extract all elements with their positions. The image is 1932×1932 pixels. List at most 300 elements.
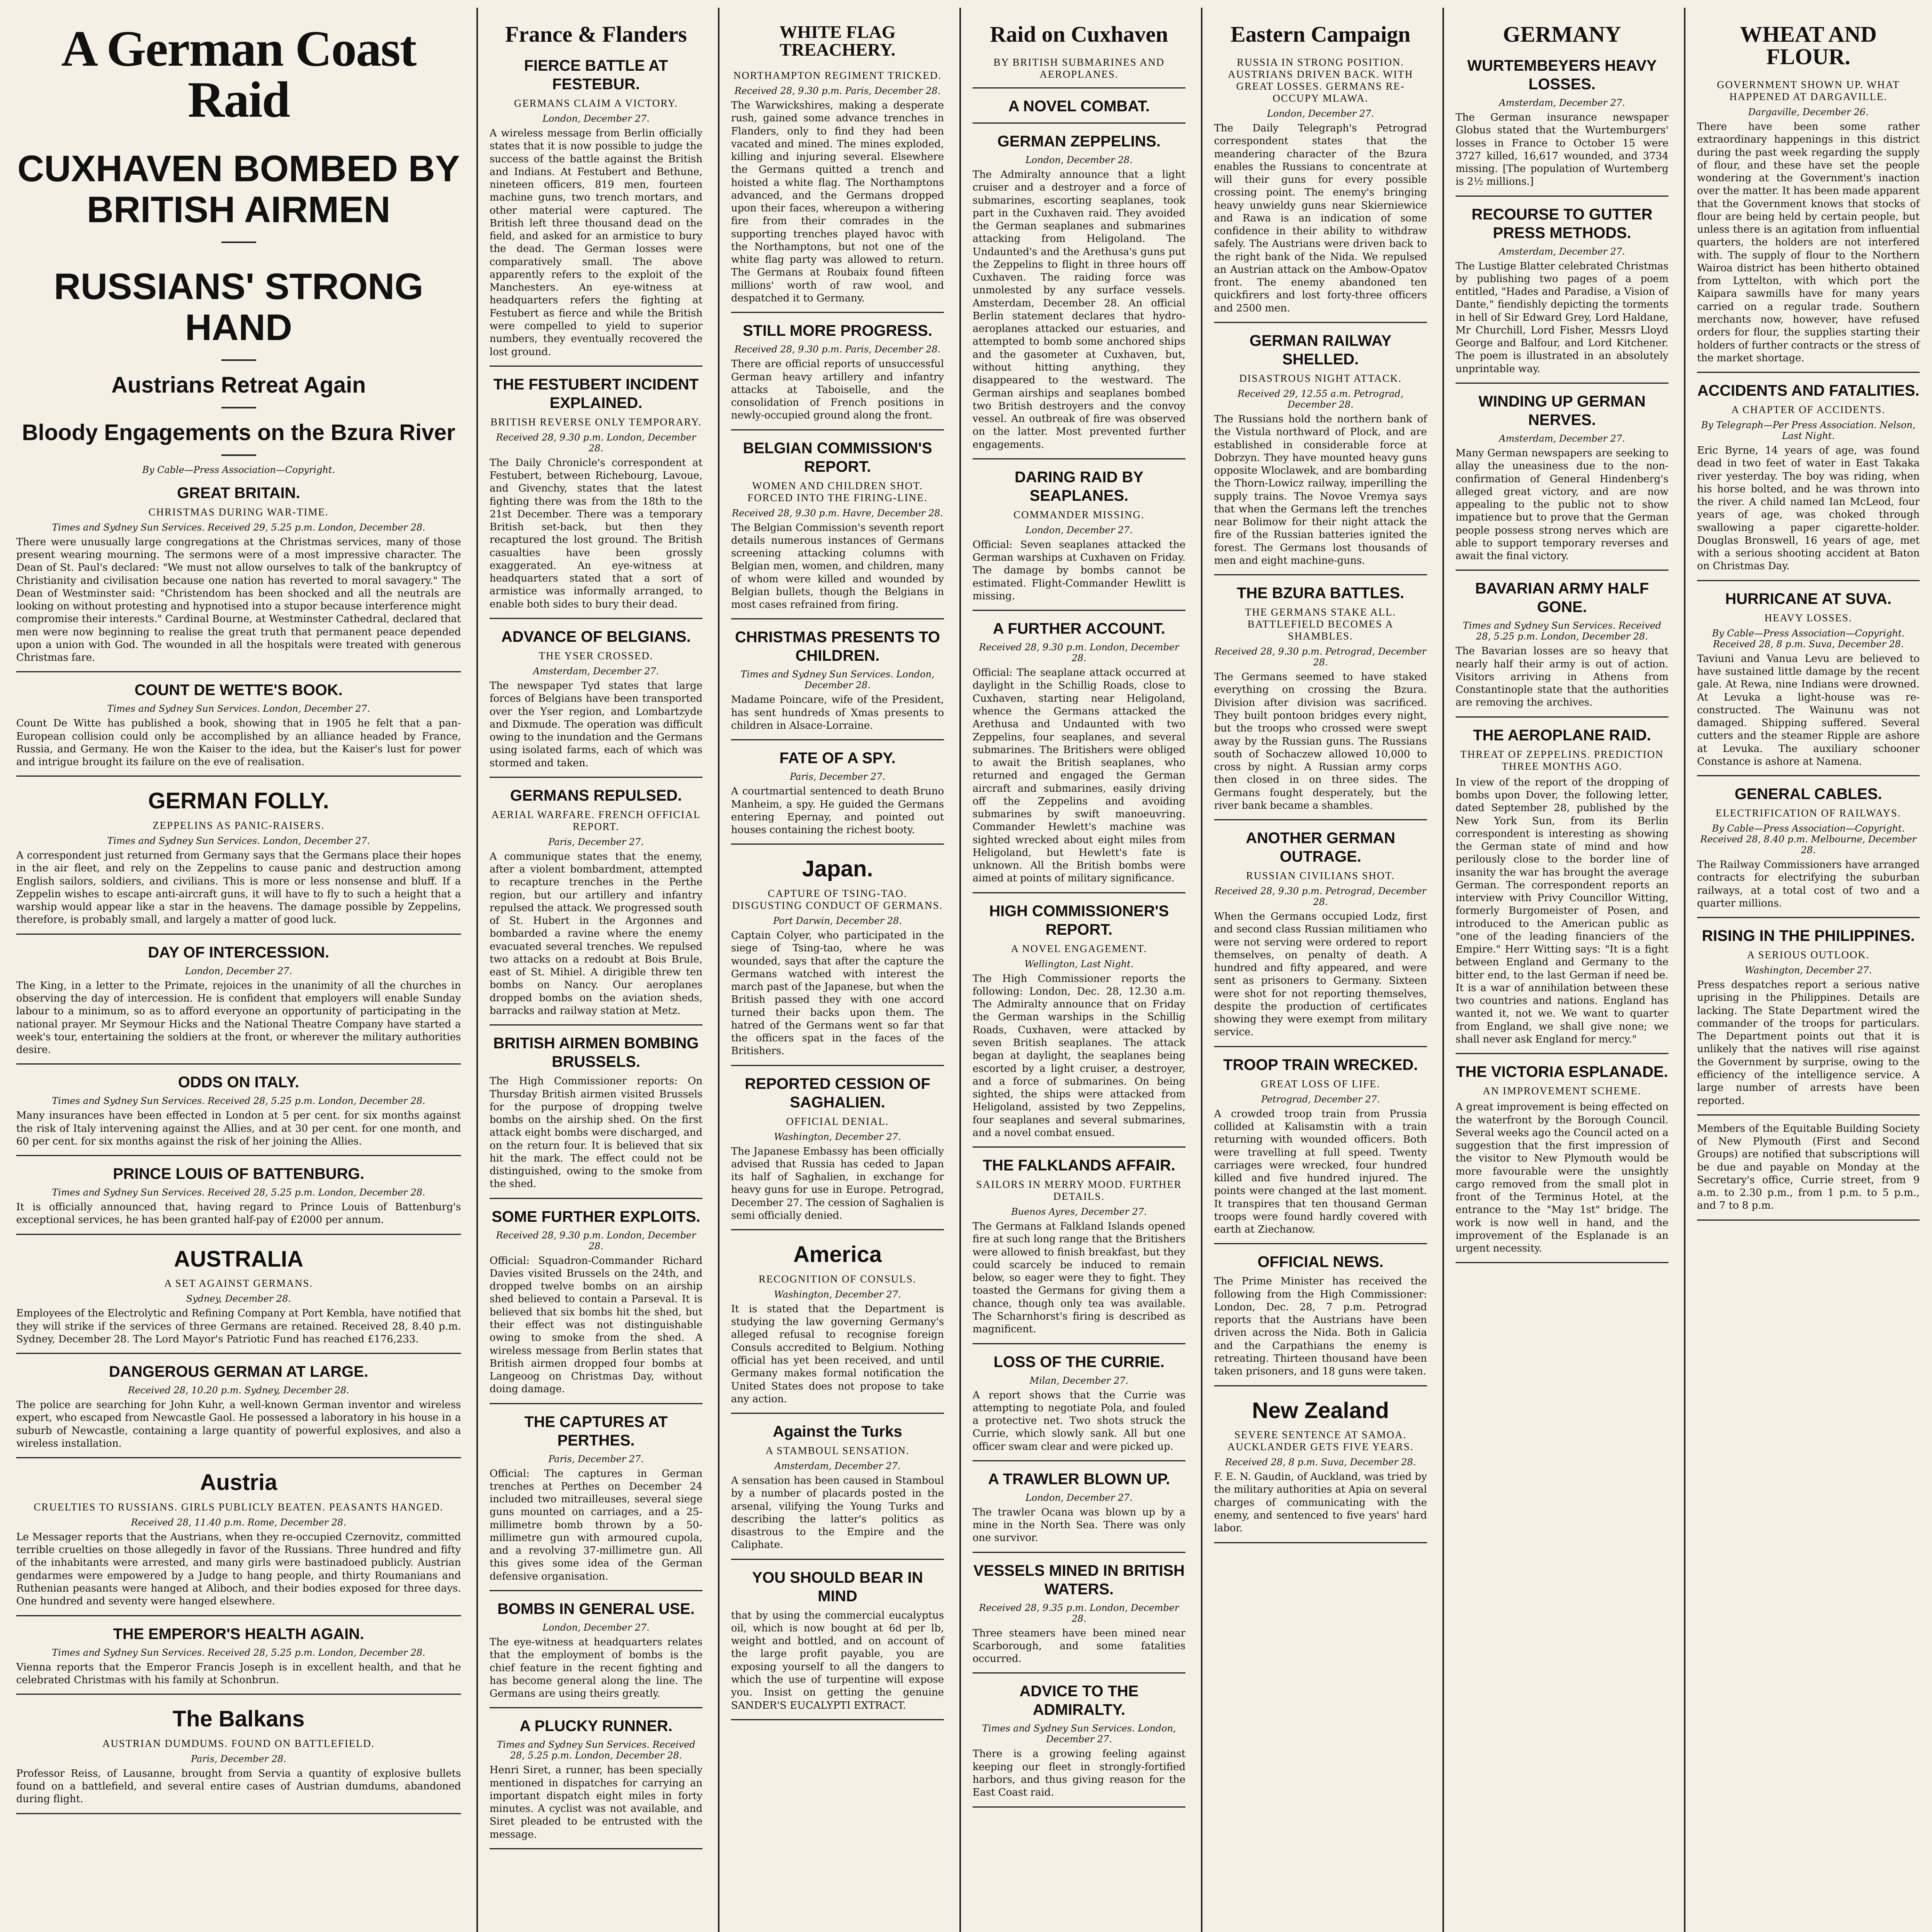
article-subheading: NORTHAMPTON REGIMENT TRICKED. xyxy=(733,70,942,81)
article-body: There were unusually large congregations at the Christmas services, many of those present wearing mourning. The sermons were of a most impressive character. The Dean of St. Paul's declared: "We must not allow ourselves to talk of the bankruptcy of Christianity and civilisation because one nation has reverted to moral savagery." The Dean of Westminster said: "Christendom has been shocked and all the neutrals are looking on without protesting and hypnotised into a stupor because interference might compromise their interests." Cardinal Bourne, at Westminster Cathedral, declared that men were now beginning to realise the great truth that permanent peace depended upon a union with God. The wounded in all the hospitals were treated with generous Christmas fare. xyxy=(16,536,461,664)
column-1 xyxy=(8,8,469,1932)
article-body: The High Commissioner reports: On Thursday British airmen visited Brussels for the purpose of dropping twelve bombs on the airship shed. On the first attack eight bombs were discharged, and on the return four. It is believed that six hit the mark. The effect could not be distinguished, owing to the smoke from the shed. xyxy=(490,1075,702,1190)
article-body: Taviuni and Vanua Levu are believed to have sustained little damage by the recent gale. At Rewa, nine Indians were drowned. At Levuka a light-house was re-constructed. The Wainunu was not damaged. Shipping suffered. Several cutters and the steamer Ripple are ashore at Levuka. The auxiliary schooner Constance is ashore at Namena. xyxy=(1697,653,1920,767)
article-subheading: ZEPPELINS AS PANIC-RAISERS. xyxy=(152,820,325,832)
article xyxy=(973,97,1185,124)
article-heading: THE FALKLANDS AFFAIR. xyxy=(983,1157,1175,1174)
article-body: It is officially announced that, having regard to Prince Louis of Battenburg's exceptional services, he has been granted half-pay of £2000 per annum. xyxy=(16,1201,461,1226)
article-body: Members of the Equitable Building Society of New Plymouth (First and Second Groups) are notified that subscriptions will be due and payable on Monday at the Secretary's office, Currie street, from 9 a.m. to 2.30 p.m., from 1 p.m. to 5 p.m., and 7 to 8 p.m. xyxy=(1697,1122,1920,1212)
article-heading: GERMAN ZEPPELINS. xyxy=(997,133,1161,150)
article xyxy=(973,1353,1185,1461)
article xyxy=(1456,392,1668,571)
article-subheading: COMMANDER MISSING. xyxy=(1013,509,1145,520)
article xyxy=(490,1717,702,1849)
article-body: The Daily Telegraph's Petrograd correspondent states that the meandering character of the Bzura enables the Russians to concentrate at will their guns for every possible crossing point. The enemy's bringing heavy unwieldy guns near Skierniewice and Rawa is an indication of some confidence in their ability to withdraw safely. The Austrians were driven back to the right bank of the Nida. We repulsed an Austrian attack on the Ambow-Opatov front. The enemy abandoned ten quickfirers and lost forty-three officers and 2500 men. xyxy=(1214,122,1427,314)
article xyxy=(1214,1253,1427,1386)
article-body: A sensation has been caused in Stamboul by a number of placards posted in the arsenal, vilifying the Young Turks and describing the latter's politics as disastrous to the Empire and the Caliphate. xyxy=(731,1475,944,1551)
article-separator xyxy=(973,1672,1185,1673)
article xyxy=(490,1034,702,1199)
article-subheading: THREAT OF ZEPPELINS. PREDICTION THREE MONTHS AGO. xyxy=(1460,748,1664,772)
dateline: Times and Sydney Sun Services. Received 28, 5.25 p.m. London, December 28. xyxy=(52,1647,425,1658)
article-separator xyxy=(1697,1219,1920,1221)
article-separator xyxy=(1214,574,1427,575)
article-heading: WURTEMBEYERS HEAVY LOSSES. xyxy=(1467,57,1657,93)
article-heading: THE AEROPLANE RAID. xyxy=(1473,726,1651,744)
article-heading: REPORTED CESSION OF SAGHALIEN. xyxy=(745,1075,930,1111)
article-separator xyxy=(1214,1046,1427,1047)
article xyxy=(16,1073,461,1156)
article-separator xyxy=(490,1024,702,1026)
article xyxy=(16,1706,461,1814)
column-masthead: GERMANY xyxy=(1503,22,1621,47)
article-subheading: ELECTRIFICATION OF RAILWAYS. xyxy=(1716,807,1901,819)
article-body: Employees of the Electrolytic and Refining Company at Port Kembla, have notified that they will strike if the services of three Germans are retained. Received 28, 8.40 p.m. Sydney, December 28. The Lord Mayor's Patriotic Fund has reached £176,233. xyxy=(16,1308,461,1345)
article-body: Many German newspapers are seeking to allay the uneasiness due to the non-confirmation of General Hindenberg's alleged great victory, and are now appealing to the public not to show impatience but to prove that the German people possess strong nerves which are able to support temporary reverses and await the final victory. xyxy=(1456,447,1668,562)
article-separator xyxy=(973,892,1185,893)
article xyxy=(973,56,1185,88)
dateline: London, December 27. xyxy=(542,1622,650,1633)
article xyxy=(490,786,702,1026)
article-body: A wireless message from Berlin officially states that it is now possible to judge the success of the battle against the British and Indians. At Festubert and Bethune, nineteen officers, 819 men, fourteen machine guns, two trench mortars, and other material were captured. The British left three thousand dead on the field, and asked for an armistice to bury the dead. The German losses were comparatively small. The above apparently refers to the exploit of the Manchesters. An eye-witness at headquarters refers the fighting at Festubert as fierce and while the British were compelled to yield to superior numbers, they eventually recovered the lost ground. xyxy=(490,128,702,358)
article-body: The High Commissioner reports the following: London, Dec. 28, 12.30 a.m. The Admiralty announce that on Friday the German warships in the Schillig Roads, Cuxhaven, were attacked by seven British seaplanes. The attack began at daylight, the seaplanes being escorted by a light cruiser, a destroyer, and a force of submarines. On being sighted, the ships were attacked from Heligoland, assisted by two Zeppelins, four seaplanes and several submarines, and a novel combat ensued. xyxy=(973,973,1185,1139)
article-body: The police are searching for John Kuhr, a well-known German inventor and wireless expert, who escaped from Newcastle Gaol. He possessed a laboratory in his house in a suburb of Newcastle, containing a large quantity of powerful explosives, and also a wireless installation. xyxy=(16,1399,461,1449)
dateline: By Cable—Press Association—Copyright. Received 28, 8 p.m. Suva, December 28. xyxy=(1712,628,1905,650)
article-separator xyxy=(16,1155,461,1156)
article-heading: LOSS OF THE CURRIE. xyxy=(993,1353,1165,1371)
article-body: There are official reports of unsuccessful German heavy artillery and infantry attacks at Taboiselle, and the consolidation of French positions in newly-occupied ground along the front. xyxy=(731,358,944,422)
article-body: Press despatches report a serious native uprising in the Philippines. Details are lacking. The State Department wired the commander of the troops for particulars. The Department points out that it is unlikely that the natives will rise against the Government by surprise, owing to the efficiency of the intelligence service. A large number of arrests have been reported. xyxy=(1697,979,1920,1107)
article-heading: STILL MORE PROGRESS. xyxy=(743,322,932,340)
article-body: Eric Byrne, 14 years of age, was found dead in two feet of water in East Takaka river yesterday. The boy was riding, when his horse bolted, and he was thrown into the river. A child named Ian McLeod, four years of age, was choked through swallowing a paper cigarette-holder. Douglas Bronswell, 16 years of age, met with a serious shooting accident at Baton on Christmas Day. xyxy=(1697,445,1920,572)
column-masthead: WHITE FLAG TREACHERY. xyxy=(779,22,896,60)
column-masthead: Eastern Campaign xyxy=(1230,22,1411,47)
article-separator xyxy=(16,776,461,777)
dateline: London, December 27. xyxy=(1025,524,1133,536)
dateline: London, December 28. xyxy=(1025,155,1133,165)
article-subheading: A CHAPTER OF ACCIDENTS. xyxy=(1731,404,1886,416)
article xyxy=(16,1247,461,1354)
article-separator xyxy=(731,312,944,313)
article-separator xyxy=(16,934,461,935)
article-separator xyxy=(973,458,1185,459)
dateline: Paris, December 27. xyxy=(548,836,644,847)
article-body: The Warwickshires, making a desperate rush, gained some advance trenches in Flanders, only to find they had been vacated and mined. The mines exploded, killing and injuring several. Elsewhere the Germans quitted a trench and hoisted a white flag. The Northamptons advanced, and the Germans dropped upon their faces, whereupon a withering fire from their comrades in the supporting trenches played havoc with the Northamptons, but not one of the white flag party was allowed to return. The Germans at Roubaix found fifteen millions' worth of raw wool, and despatched it to Germany. xyxy=(731,100,944,304)
article-body: Official: The seaplane attack occurred at daylight in the Schillig Roads, close to Cuxhaven, starting near Heligoland, whence the Germans attacked the Arethusa and Undaunted with two Zeppelins, four seaplanes, and several submarines. The Britishers were obliged to await the British seaplanes, who returned and engaged the German aircraft and submarines, easily driving off the Zeppelins and avoiding submarines by swift manoeuvring. Commander Hewlett's machine was sighted wrecked about eight miles from Heligoland, but Hewlett's fate is unknown. All the British bombs were aimed at points of military significance. xyxy=(973,667,1185,884)
article xyxy=(16,1362,461,1458)
article-separator xyxy=(1697,775,1920,776)
article-heading: PRINCE LOUIS OF BATTENBURG. xyxy=(113,1165,364,1183)
article-separator xyxy=(490,1848,702,1849)
article-separator xyxy=(16,1813,461,1814)
article-heading: COUNT DE WETTE'S BOOK. xyxy=(134,682,343,699)
column-masthead: Raid on Cuxhaven xyxy=(990,22,1168,47)
article-separator xyxy=(731,1229,944,1230)
article-heading: New Zealand xyxy=(1252,1398,1389,1423)
article-heading: THE BZURA BATTLES. xyxy=(1236,585,1405,602)
article-body: Le Messager reports that the Austrians, when they re-occupied Czernovitz, committed terrible cruelties on those allegedly in favor of the Russians. Three hundred and fifty of the inhabitants were arrested, and many girls were bastinadoed publicly. Austrian gendarmes were empowered by a Judge to hang people, and thirty Roumanians and Ruthenian peasants were hanged at Aliboch, and their bodies exposed for three days. One hundred and seventy were hanged elsewhere. xyxy=(16,1531,461,1607)
article-separator xyxy=(1214,1243,1427,1244)
dateline: Amsterdam, December 27. xyxy=(1499,246,1625,257)
headline: Bloody Engagements on the Bzura River xyxy=(22,420,456,446)
column-masthead: France & Flanders xyxy=(505,22,687,47)
dateline: Amsterdam, December 27. xyxy=(1499,97,1625,108)
article xyxy=(1214,829,1427,1047)
article xyxy=(973,1561,1185,1674)
article-heading: GERMAN FOLLY. xyxy=(148,788,329,814)
article-body: Madame Poincare, wife of the President, has sent hundreds of Xmas presents to children in Alsace-Lorraine. xyxy=(731,694,944,731)
column-masthead: WHEAT AND FLOUR. xyxy=(1740,22,1877,69)
article-heading: THE VICTORIA ESPLANADE. xyxy=(1456,1063,1668,1081)
article-body: A courtmartial sentenced to death Bruno Manheim, a spy. He guided the Germans entering Epernay, and pointed out houses containing the richest booty. xyxy=(731,786,944,836)
article-body: The eye-witness at headquarters relates that the employment of bombs is the chief feature in the recent fighting and has become general along the line. The Germans are using theirs greatly. xyxy=(490,1636,702,1700)
article-subheading: A NOVEL ENGAGEMENT. xyxy=(1011,942,1147,954)
column-2 xyxy=(481,8,711,1932)
dateline: Amsterdam, December 27. xyxy=(1499,433,1625,444)
article-heading: GREAT BRITAIN. xyxy=(177,484,300,502)
article-heading: VESSELS MINED IN BRITISH WATERS. xyxy=(973,1562,1185,1598)
dateline: Received 28, 9.30 p.m. Petrograd, December 28. xyxy=(1214,646,1427,668)
article xyxy=(1214,332,1427,575)
article-subheading: BRITISH REVERSE ONLY TEMPORARY. xyxy=(490,416,702,428)
article xyxy=(973,1682,1185,1807)
article-separator xyxy=(731,844,944,845)
dateline: Received 28, 9.30 p.m. Havre, December 28. xyxy=(732,507,943,519)
article xyxy=(973,902,1185,1148)
column-5 xyxy=(1206,8,1435,1932)
dateline: Times and Sydney Sun Services. Received 29, 5.25 p.m. London, December 28. xyxy=(52,522,425,533)
article-separator xyxy=(16,1353,461,1354)
article xyxy=(16,943,461,1065)
dateline: Wellington, Last Night. xyxy=(1024,958,1134,969)
article-separator xyxy=(16,1615,461,1616)
article-separator xyxy=(973,1146,1185,1148)
article xyxy=(731,439,944,620)
dateline: Received 28, 9.30 p.m. London, December 28. xyxy=(496,1230,696,1252)
article xyxy=(973,1470,1185,1553)
article-heading: THE EMPEROR'S HEALTH AGAIN. xyxy=(113,1625,364,1643)
article xyxy=(731,70,944,313)
article-separator xyxy=(1456,383,1668,384)
article-body: Official: Squadron-Commander Richard Davies visited Brussels on the 24th, and dropped twelve bombs on an airship shed believed to contain a Parseval. It is believed that six bombs hit the shed, but their effect was not distinguishable owing to smoke from the shed. A wireless message from Berlin states that British airmen dropped four bombs at Langeoog on Christmas Day, without doing damage. xyxy=(490,1255,702,1395)
article-subheading: OFFICIAL DENIAL. xyxy=(786,1115,889,1127)
article-heading: SOME FURTHER EXPLOITS. xyxy=(492,1208,701,1225)
article-body: A report shows that the Currie was attempting to negotiate Pola, and fouled a protective net. Two shots struck the Currie, which slowly sank. All but one officer swam clear and were picked up. xyxy=(973,1389,1185,1452)
article xyxy=(731,321,944,430)
article-subheading: A STAMBOUL SENSATION. xyxy=(765,1445,910,1457)
article-separator xyxy=(490,1590,702,1591)
article-heading: BAVARIAN ARMY HALF GONE. xyxy=(1475,580,1649,616)
dateline: Received 29, 12.55 a.m. Petrograd, December 28. xyxy=(1237,388,1404,410)
article-heading: A NOVEL COMBAT. xyxy=(1008,98,1150,115)
article-heading: WINDING UP GERMAN NERVES. xyxy=(1478,393,1646,429)
article-heading: America xyxy=(793,1242,882,1267)
article-subheading: THE YSER CROSSED. xyxy=(539,650,653,662)
article-heading: BRITISH AIRMEN BOMBING BRUSSELS. xyxy=(493,1035,699,1071)
column-6 xyxy=(1447,8,1677,1932)
article-separator xyxy=(973,122,1185,124)
column-4 xyxy=(964,8,1194,1932)
article-subheading: RUSSIAN CIVILIANS SHOT. xyxy=(1246,870,1395,882)
dateline: Times and Sydney Sun Services. London, December 27. xyxy=(107,835,370,847)
article-heading: BELGIAN COMMISSION'S REPORT. xyxy=(743,439,932,475)
article-body: It is stated that the Department is studying the law governing Germany's alleged refusal to recognise foreign Consuls accredited to Belgium. Nothing official has yet been received, and until Germany makes formal notification the United States does not propose to take any action. xyxy=(731,1303,944,1405)
article xyxy=(1456,726,1668,1054)
article-separator xyxy=(731,1719,944,1720)
article-heading: TROOP TRAIN WRECKED. xyxy=(1223,1056,1418,1073)
article-heading: HURRICANE AT SUVA. xyxy=(1725,590,1892,607)
column-3 xyxy=(723,8,952,1932)
article-separator xyxy=(731,739,944,740)
article-heading: Austria xyxy=(200,1470,277,1495)
dateline: Received 28, 9.30 p.m. Paris, December 28. xyxy=(734,344,940,355)
article-body: Official: Seven seaplanes attacked the German warships at Cuxhaven on Friday. The damage by bombs cannot be estimated. Flight-Commander Hewlitt is missing. xyxy=(973,539,1185,602)
article-body: Professor Reiss, of Lausanne, brought from Servia a quantity of explosive bullets found on a battlefield, and several entire cases of Austrian dumdums, abandoned during flight. xyxy=(16,1767,461,1805)
article-body: When the Germans occupied Lodz, first and second class Russian militiamen who were not serving were ordered to report themselves, on penalty of death. A hundred and fifty appeared, and were sent as prisoners to Germany. Sixteen were shot for not reporting themselves, despite the production of certificates showing they were exempt from military service. xyxy=(1214,911,1427,1038)
article-separator xyxy=(731,1413,944,1414)
article xyxy=(1214,584,1427,820)
article-separator xyxy=(16,1063,461,1065)
article xyxy=(731,628,944,740)
article xyxy=(731,1075,944,1231)
dateline: Times and Sydney Sun Services. London, December 27. xyxy=(107,703,370,714)
article-heading: GENERAL CABLES. xyxy=(1735,786,1882,803)
column-rule xyxy=(1442,8,1444,1932)
article-separator xyxy=(1456,716,1668,718)
article xyxy=(973,132,1185,459)
dateline: Port Darwin, December 28. xyxy=(773,915,902,926)
dateline: Milan, December 27. xyxy=(1029,1375,1129,1386)
article-body: Many insurances have been effected in London at 5 per cent. for six months against the risk of Italy intervening against the Allies, and at 30 per cent. for one month, and 60 per cent. for six months against the risk of her joining the Allies. xyxy=(16,1110,461,1147)
rule-dash xyxy=(221,407,256,408)
article-heading: ODDS ON ITALY. xyxy=(178,1074,299,1091)
article-separator xyxy=(973,610,1185,611)
article xyxy=(16,1625,461,1695)
article-body: In view of the report of the dropping of bombs upon Dover, the following letter, dated September 28, published by the New York Sun, from its Berlin correspondent is interesting as showing the German state of mind and how perilously close to the border line of insanity the war has brought the average German. The correspondent reports an interview with Privy Councillor Witting, formerly Burgomeister of Posen, and introduced to the American public as "one of the leading financiers of the Empire." Herr Witting says: "It is a fight between England and Germany to the bitter end, to the last German if need be. It is a war of annihilation between these two countries and nations. England has wanted it, not we. We want to quarter from England, we shall give none; we shall never ask England for mercy." xyxy=(1456,776,1668,1046)
article-heading: RECOURSE TO GUTTER PRESS METHODS. xyxy=(1471,206,1653,242)
article-body: The Daily Chronicle's correspondent at Festubert, between Richebourg, Lavoue, and Givenchy, states that the latest fighting there was from the 18th to the 21st December. There was a temporary British set-back, but then they recaptured the lost ground. The British casualties have been grossly exaggerated. An eye-witness at headquarters stated that a sort of armistice was informally arranged, to enable both sides to bury their dead. xyxy=(490,457,702,610)
article-heading: DARING RAID BY SEAPLANES. xyxy=(1014,468,1144,504)
article-heading: FATE OF A SPY. xyxy=(779,750,896,767)
dateline: Washington, December 27. xyxy=(774,1131,901,1142)
article-body: The trawler Ocana was blown up by a mine in the North Sea. There was only one survivor. xyxy=(973,1506,1185,1544)
article-subheading: DISASTROUS NIGHT ATTACK. xyxy=(1239,372,1402,384)
article xyxy=(731,1422,944,1560)
article-heading: THE CAPTURES AT PERTHES. xyxy=(524,1413,668,1449)
dateline: Paris, December 28. xyxy=(191,1753,286,1764)
dateline: London, December 27. xyxy=(1025,1492,1133,1503)
dateline: Paris, December 27. xyxy=(548,1453,644,1464)
article-separator xyxy=(1697,1114,1920,1116)
article-subheading: THE GERMANS STAKE ALL. BATTLEFIELD BECOMES A SHAMBLES. xyxy=(1245,606,1396,642)
article-body: The German insurance newspaper Globus stated that the Wurtemburgers' losses in France to October 15 were 3727 killed, 16,617 wounded, and 3734 missing. [The population of Wurtemberg is 2½ millions.] xyxy=(1456,112,1668,188)
dateline: Buenos Ayres, December 27. xyxy=(1011,1206,1147,1218)
rule-dash xyxy=(221,242,256,243)
article-separator xyxy=(1456,196,1668,197)
article-body: The Admiralty announce that a light cruiser and a destroyer and a force of submarines, escorting seaplanes, took part in the Cuxhaven raid. They avoided the German seaplanes and submarines attacking from Heligoland. The Undaunted's and the Arethusa's guns put the Zeppelins to flight in three hours off Cuxhaven. The raiding force was unmolested by any surface vessels. Amsterdam, December 28. An official Berlin statement declares that hydro-aeroplanes attacked our estuaries, and attempted to bomb some anchored ships and the gasometer at Cuxhaven, but, without hitting anything, they disappeared to the westward. The German airships and seaplanes bombed two British destroyers and the convoy vessel. An outbreak of fire was observed on the latter. Most prevented further engagements. xyxy=(973,169,1185,451)
headline: Austrians Retreat Again xyxy=(111,372,366,398)
article-heading: THE FESTUBERT INCIDENT EXPLAINED. xyxy=(493,376,699,412)
article xyxy=(1456,56,1668,197)
article-heading: DANGEROUS GERMAN AT LARGE. xyxy=(109,1363,369,1381)
article xyxy=(490,1208,702,1404)
article-body: The Belgian Commission's seventh report details numerous instances of Germans screening attacking columns with Belgian men, women, and children, many of whom were killed and wounded by Belgian bullets, though the Belgians in most cases refrained from firing. xyxy=(731,522,944,611)
article-separator xyxy=(973,1343,1185,1344)
article-body: A crowded troop train from Prussia collided at Kalisamstin with a train returning with wounded officers. Both were travelling at full speed. Twenty carriages were wrecked, four hundred killed and five hundred injured. The points were changed at the last moment. It transpires that ten thousand German troops were found hardly covered with earth at Ziechanow. xyxy=(1214,1108,1427,1236)
dateline: Amsterdam, December 27. xyxy=(774,1461,901,1472)
article xyxy=(1456,579,1668,717)
article-separator xyxy=(16,1694,461,1695)
article xyxy=(16,681,461,777)
article xyxy=(1697,785,1920,918)
article-body: A correspondent just returned from Germany says that the Germans place their hopes in the air fleet, and rely on the Zeppelins to cause panic and destruction among English sailors, soldiers, and civilians. This is more or less nonsense and bluff. If a Zeppelin wishes to escape anti-aircraft guns, it will have to fly to such a height that a warship would appear like a star in the heavens. The damage possible by Zeppelins, therefore, is probably small, and largely a matter of good luck. xyxy=(16,850,461,926)
article-subheading: BY BRITISH SUBMARINES AND AEROPLANES. xyxy=(993,56,1165,80)
article-subheading: AERIAL WARFARE. FRENCH OFFICIAL REPORT. xyxy=(491,808,701,832)
article-separator xyxy=(973,87,1185,88)
article-separator xyxy=(16,1234,461,1235)
article-body: The Germans at Falkland Islands opened fire at such long range that the Britishers were allowed to finish breakfast, but they could scarcely be induced to remain below, so eager were they to fight. They toasted the Germans for giving them a chance, though only tea was available. The Scharnhorst's firing is described as magnificent. xyxy=(973,1221,1185,1335)
article xyxy=(16,1165,461,1235)
article-separator xyxy=(731,618,944,619)
article xyxy=(1214,1398,1427,1543)
article-heading: The Balkans xyxy=(172,1706,305,1732)
article-body: Official: The captures in German trenches at Perthes on December 24 included two mitrailleuses, several siege guns mounted on carriages, and a 25-millimetre bomb thrown by a 50-millimetre gun with armoured cupola, and a revolving 37-millimetre gun. All this gives some idea of the German defensive organisation. xyxy=(490,1468,702,1582)
article-subheading: GERMANS CLAIM A VICTORY. xyxy=(514,97,678,109)
article-body: The Russians hold the northern bank of the Vistula northward of Plock, and are established in considerable force at Dobrzyn. They have mounted heavy guns opposite Wloclawek, and are bombarding the Thorn-Lowicz railway, imperilling the supply trains. The Novoe Vremya says that when the Germans left the trenches near Bolimow for their night attack the fire of the Russian batteries ignited the forest. The Germans lost thousands of men and eight machine-guns. xyxy=(1214,413,1427,566)
dateline: Washington, December 27. xyxy=(1745,965,1872,976)
article-subheading: AUSTRIAN DUMDUMS. FOUND ON BATTLEFIELD. xyxy=(102,1737,375,1749)
article-separator xyxy=(1214,819,1427,820)
article xyxy=(731,856,944,1066)
article xyxy=(973,1156,1185,1344)
dateline: Times and Sydney Sun Services. Received 28, 5.25 p.m. London, December 28. xyxy=(1463,620,1662,642)
dateline: Received 28, 9.30 p.m. Petrograd, December 28. xyxy=(1214,886,1427,908)
article-separator xyxy=(490,1707,702,1708)
article-subheading: AN IMPROVEMENT SCHEME. xyxy=(1483,1085,1641,1097)
article-body: There have been some rather extraordinary happenings in this district during the past week regarding the supply of flour, and these have set the people wondering at the Government's inaction over the matter. It has been made apparent that the Government knows that stocks of flour are being held by certain people, but unless there is an agitation from influential quarters, the holders are not interfered with. The supply of flour to the Northern Wairoa district has been hitherto obtained from Lyttelton, with which port the Kaipara sawmills have for many years carried on a regular trade. Southern merchants now, however, have refused orders for flour, the supplies starting their holders of further contracts or the stress of the market shortage. xyxy=(1697,121,1920,364)
dateline: Amsterdam, December 27. xyxy=(533,665,659,677)
article-heading: FIERCE BATTLE AT FESTEBUR. xyxy=(524,57,668,93)
article xyxy=(973,619,1185,893)
article-separator xyxy=(973,1806,1185,1808)
dateline: London, December 27. xyxy=(185,965,293,976)
dateline: Received 28, 10.20 p.m. Sydney, December 28. xyxy=(128,1385,349,1396)
article-subheading: WOMEN AND CHILDREN SHOT. FORCED INTO THE FIRING-LINE. xyxy=(747,480,928,503)
column-masthead: A German Coast Raid xyxy=(61,20,416,128)
dateline: By Cable—Press Association—Copyright. Received 28, 8.40 p.m. Melbourne, December 28. xyxy=(1700,823,1917,856)
article xyxy=(1456,1063,1668,1263)
column-rule xyxy=(959,8,961,1932)
article-heading: AUSTRALIA xyxy=(173,1246,304,1272)
dateline: Times and Sydney Sun Services. London, December 27. xyxy=(982,1723,1176,1745)
article-body: Henri Siret, a runner, has been specially mentioned in dispatches for carrying an important dispatch eight miles in forty minutes. A cyclist was not available, and Siret pleaded to be entrusted with the message. xyxy=(490,1764,702,1840)
article-separator xyxy=(1214,322,1427,323)
article-subheading: SEVERE SENTENCE AT SAMOA. AUCKLANDER GETS FIVE YEARS. xyxy=(1227,1429,1414,1453)
article-subheading: GREAT LOSS OF LIFE. xyxy=(1260,1078,1381,1090)
article-separator xyxy=(1214,1385,1427,1386)
column-rule xyxy=(1684,8,1685,1932)
article-body: A communique states that the enemy, after a violent bombardment, attempted to recapture trenches in the Perthe region, but our artillery and infantry repulsed the attack. We progressed south of St. Hubert in the Argonnes and bombarded a ravine where the enemy evacuated several trenches. We repulsed two attacks on a redoubt at Bois Brule, east of St. Mihiel. A dirigible threw ten bombs on Nancy. Our aeroplanes dropped bombs on the aviation sheds, barracks and railway station at Metz. xyxy=(490,850,702,1017)
article xyxy=(1697,381,1920,581)
article xyxy=(490,375,702,619)
headline: CUXHAVEN BOMBED BY BRITISH AIRMEN xyxy=(17,148,460,230)
article-heading: ANOTHER GERMAN OUTRAGE. xyxy=(1246,830,1395,866)
article-body: Count De Witte has published a book, showing that in 1905 he felt that a pan-European collision could only be accomplished by an alliance headed by France, Russia, and Germany. He won the Kaiser to the idea, but the Kaiser's lust for power and intrigue brought its failure on the eve of realisation. xyxy=(16,718,461,768)
article-separator xyxy=(1697,372,1920,373)
article-subheading: SAILORS IN MERRY MOOD. FURTHER DETAILS. xyxy=(976,1179,1182,1202)
article-heading: YOU SHOULD BEAR IN MIND xyxy=(752,1569,923,1605)
article-heading: OFFICIAL NEWS. xyxy=(1257,1253,1384,1271)
article xyxy=(1697,927,1920,1116)
dateline: Times and Sydney Sun Services. Received 28, 5.25 p.m. London, December 28. xyxy=(52,1187,425,1198)
article-separator xyxy=(731,429,944,430)
article-separator xyxy=(490,777,702,778)
article-separator xyxy=(1456,570,1668,571)
dateline: Times and Sydney Sun Services. Received 28, 5.25 p.m. London, December 28. xyxy=(497,1739,696,1761)
article-separator xyxy=(973,1552,1185,1553)
article xyxy=(1697,1122,1920,1221)
article xyxy=(1697,79,1920,373)
article xyxy=(1214,56,1427,323)
dateline: Washington, December 27. xyxy=(774,1289,901,1300)
article-body: The Germans seemed to have staked everything on crossing the Bzura. Division after division was sacrificed. They built pontoon bridges every night, but the troops who crossed were swept away by the Russian guns. The Russians south of Sochaczew allowed 10,000 to cross by night. A Russian army corps then closed in on three sides. The Germans fought desperately, but the river bank became a shambles. xyxy=(1214,671,1427,811)
article-subheading: A SERIOUS OUTLOOK. xyxy=(1747,949,1870,961)
article-separator xyxy=(490,618,702,619)
article-body: The Bavarian losses are so heavy that nearly half their army is out of action. Visitors arriving in Athens from Constantinople state that the authorities are removing the archives. xyxy=(1456,645,1668,709)
article-separator xyxy=(490,366,702,367)
dateline: Received 28, 8 p.m. Suva, December 28. xyxy=(1225,1457,1416,1468)
dateline: Received 28, 9.35 p.m. London, December 28. xyxy=(979,1602,1179,1624)
article-heading: ACCIDENTS AND FATALITIES. xyxy=(1697,382,1920,400)
article-separator xyxy=(490,1198,702,1199)
article-heading: Against the Turks xyxy=(773,1423,902,1440)
article-body: that by using the commercial eucalyptus oil, which is now bought at 6d per lb, weight and bottled, and on account of the large profit payable, you are exposing yourself to all the dangers to which the use of turpentine will expose you. Insist on getting the genuine SANDER'S EUCALYPTI EXTRACT. xyxy=(731,1609,944,1711)
dateline: Petrograd, December 27. xyxy=(1261,1094,1380,1105)
article-body: Three steamers have been mined near Scarborough, and some fatalities occurred. xyxy=(973,1627,1185,1665)
article-separator xyxy=(490,1403,702,1404)
article-body: Captain Colyer, who participated in the siege of Tsing-tao, where he was wounded, says that after the capture the Germans watched with interest the march past of the Japanese, but when the British passed they with one accord turned their backs upon them. The hatred of the Germans went so far that the officers spat in the faces of the Britishers. xyxy=(731,929,944,1057)
article-separator xyxy=(1456,1262,1668,1263)
dateline: Received 28, 9.30 p.m. London, December 28. xyxy=(496,432,696,454)
article-body: F. E. N. Gaudin, of Auckland, was tried by the military authorities at Apia on several charges of communicating with the enemy, and sentenced to five years' hard labor. xyxy=(1214,1471,1427,1534)
article-separator xyxy=(1697,580,1920,581)
article xyxy=(1697,590,1920,776)
article-heading: GERMAN RAILWAY SHELLED. xyxy=(1249,332,1392,368)
dateline: By Telegraph—Per Press Association. Nelson, Last Night. xyxy=(1701,420,1916,442)
article-heading: CHRISTMAS PRESENTS TO CHILDREN. xyxy=(735,629,940,665)
article-heading: A FURTHER ACCOUNT. xyxy=(993,620,1165,638)
article-subheading: CHRISTMAS DURING WAR-TIME. xyxy=(148,506,329,518)
column-rule xyxy=(476,8,478,1932)
article-separator xyxy=(16,671,461,672)
article-subheading: A SET AGAINST GERMANS. xyxy=(164,1277,313,1289)
article-heading: A PLUCKY RUNNER. xyxy=(519,1718,673,1735)
article-subheading: RECOGNITION OF CONSULS. xyxy=(759,1273,917,1285)
article-separator xyxy=(1214,1542,1427,1543)
dateline: Received 28, 11.40 p.m. Rome, December 28. xyxy=(131,1517,346,1528)
dateline: Times and Sydney Sun Services. London, December 28. xyxy=(740,669,935,691)
article-heading: ADVICE TO THE ADMIRALTY. xyxy=(1019,1683,1139,1719)
article-heading: DAY OF INTERCESSION. xyxy=(148,944,329,961)
article-body: The Japanese Embassy has been officially advised that Russia has ceded to Japan its half of Saghalien, in exchange for heavy guns for use in Europe. Petrograd, December 27. The cession of Saghalien is semi officially denied. xyxy=(731,1145,944,1221)
article-separator xyxy=(16,1457,461,1458)
headline: RUSSIANS' STRONG HAND xyxy=(54,266,423,348)
column-7 xyxy=(1689,8,1928,1932)
dateline: London, December 27. xyxy=(1267,108,1374,119)
article xyxy=(973,468,1185,611)
article xyxy=(490,1600,702,1708)
dateline: Received 28, 9.30 p.m. London, December 28. xyxy=(979,642,1179,664)
article xyxy=(490,1413,702,1591)
